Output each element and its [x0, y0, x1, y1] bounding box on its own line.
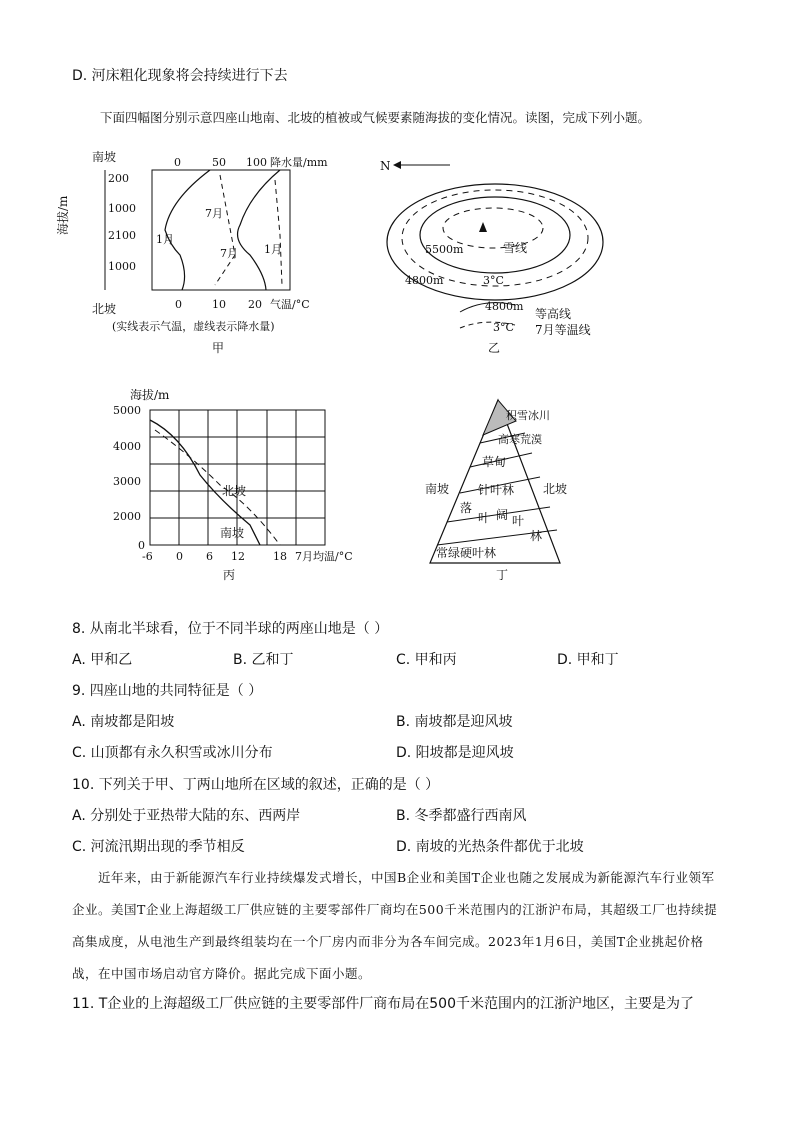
- ding-zone-9: 常绿硬叶林: [436, 546, 497, 560]
- jia-curve-jul-temp: [238, 170, 280, 290]
- jia-curve-jul-precip: [215, 175, 235, 285]
- jia-label-jan-a: 1月: [156, 233, 174, 246]
- jia-label-jul-b: 7月: [220, 247, 238, 260]
- jia-alt-0: 200: [108, 172, 129, 185]
- bing-north-curve: [155, 430, 280, 545]
- bing-south: 南坡: [220, 526, 245, 540]
- jia-alt-3: 1000: [108, 260, 136, 273]
- ding-zone-5: 叶: [478, 511, 491, 525]
- bing-ytick-4: 0: [138, 539, 145, 552]
- jia-top-unit: 降水量/mm: [270, 156, 328, 169]
- jia-label-jul-a: 7月: [205, 207, 223, 220]
- q10-stem: 10. 下列关于甲、丁两山地所在区域的叙述，正确的是（ ）: [72, 777, 440, 793]
- bing-xtick-1: 0: [176, 550, 183, 563]
- jia-alt-1: 1000: [108, 202, 136, 215]
- jia-frame: [152, 170, 290, 290]
- figure-yi: [375, 150, 625, 360]
- bing-ytick-3: 2000: [113, 510, 141, 523]
- q10-opt-b: B. 冬季都盛行西南风: [396, 808, 527, 824]
- q8-opt-d: D. 甲和丁: [557, 652, 619, 668]
- yi-snowline-label: 雪线: [503, 241, 528, 255]
- jia-alt-2: 2100: [108, 229, 136, 242]
- q11-stem: 11. T企业的上海超级工厂供应链的主要零部件厂商布局在500千米范围内的江浙沪地区，主要是为了: [72, 996, 694, 1012]
- jia-top-tick-1: 50: [212, 156, 226, 169]
- passage: 近年来，由于新能源汽车行业持续爆发式增长，中国B企业和美国T企业也随之发展成为新能源汽车行业领军企业。美国T企业上海超级工厂供应链的主要零部件厂商均在500千米范围内的江浙沪布局，其超级工厂也持续提高集成度，从电池生产到最终组装均在一个厂房内而非分为各车间完成。2023年1月6日，美国T企业挑起价格战，在中国市场启动官方降价。据此完成下面小题。: [72, 870, 718, 981]
- ding-south: 南坡: [425, 482, 450, 496]
- q9-opt-c: C. 山顶都有永久积雪或冰川分布: [72, 745, 273, 761]
- bing-xtick-3: 12: [231, 550, 245, 563]
- jia-y-label: 海拔/m: [56, 195, 70, 235]
- bing-xtick-4: 18: [273, 550, 287, 563]
- jia-caption: 甲: [212, 341, 225, 355]
- bing-grid: [150, 410, 325, 545]
- yi-north: N: [380, 159, 391, 173]
- jia-bot-tick-1: 10: [212, 298, 226, 311]
- ding-zone-4: 落: [460, 501, 473, 515]
- ding-caption: 丁: [496, 568, 509, 582]
- bing-xtick-0: -6: [142, 550, 153, 563]
- ding-zone-1: 高寒荒漠: [498, 433, 542, 446]
- option-d-prev: D. 河床粗化现象将会持续进行下去: [72, 68, 288, 84]
- bing-xunit: 7月均温/°C: [295, 550, 353, 563]
- yi-legend-c: 等高线: [535, 307, 572, 321]
- bing-ytick-2: 3000: [113, 475, 141, 488]
- bing-caption: 丙: [223, 568, 236, 582]
- jia-south-label: 南坡: [92, 150, 117, 164]
- bing-ytick-0: 5000: [113, 404, 141, 417]
- yi-caption: 乙: [488, 341, 501, 355]
- bing-y-label: 海拔/m: [130, 388, 170, 402]
- jia-curve-jan-precip: [275, 180, 282, 285]
- yi-c1: 5500m: [425, 243, 464, 256]
- yi-isotherm: [402, 190, 588, 286]
- jia-label-jan-b: 1月: [264, 243, 282, 256]
- jia-note: (实线表示气温，虚线表示降水量): [112, 320, 275, 333]
- jia-bot-unit: 气温/°C: [270, 298, 310, 311]
- ding-zone-8: 林: [530, 529, 543, 543]
- jia-top-tick-2: 100: [246, 156, 267, 169]
- q9-opt-b: B. 南坡都是迎风坡: [396, 714, 513, 730]
- figure-bing: [110, 385, 370, 585]
- q9-stem: 9. 四座山地的共同特征是（ ）: [72, 683, 263, 699]
- ding-zone-0: 积雪冰川: [506, 409, 550, 422]
- q9-opt-d: D. 阳坡都是迎风坡: [396, 745, 514, 761]
- q8-opt-a: A. 甲和乙: [72, 652, 133, 668]
- jia-north-label: 北坡: [92, 302, 117, 316]
- jia-curve-jan-temp: [165, 170, 210, 290]
- ding-zone-7: 叶: [512, 514, 525, 528]
- yi-legend-i-val: 3°C: [493, 321, 514, 334]
- yi-c2: 4800m: [405, 274, 444, 287]
- q8-opt-b: B. 乙和丁: [233, 652, 294, 668]
- ding-zone-3: 针叶林: [478, 483, 515, 497]
- bing-ytick-1: 4000: [113, 440, 141, 453]
- ding-north: 北坡: [543, 482, 568, 496]
- figure-jia: [56, 145, 360, 360]
- yi-legend-i: 7月等温线: [535, 323, 591, 337]
- q10-opt-a: A. 分别处于亚热带大陆的东、西两岸: [72, 808, 301, 824]
- ding-zone-6: 阔: [496, 508, 509, 522]
- jia-top-tick-0: 0: [174, 156, 181, 169]
- ding-zone-2: 草甸: [482, 455, 507, 469]
- peak-icon: [479, 222, 487, 232]
- q8-opt-c: C. 甲和丙: [396, 652, 457, 668]
- jia-bot-tick-0: 0: [175, 298, 182, 311]
- q8-stem: 8. 从南北半球看，位于不同半球的两座山地是（ ）: [72, 621, 389, 637]
- figure-ding: [420, 395, 580, 585]
- jia-bot-tick-2: 20: [248, 298, 262, 311]
- yi-contour-inner: [420, 197, 570, 273]
- yi-snowline: [443, 208, 543, 248]
- intro-text: 下面四幅图分别示意四座山地南、北坡的植被或气候要素随海拔的变化情况。读图，完成下列小题。: [100, 110, 651, 125]
- yi-t1: 3°C: [483, 274, 504, 287]
- bing-north: 北坡: [222, 484, 247, 498]
- q10-opt-d: D. 南坡的光热条件都优于北坡: [396, 839, 584, 855]
- yi-legend-c-val: 4800m: [485, 300, 524, 313]
- q9-opt-a: A. 南坡都是阳坡: [72, 714, 175, 730]
- bing-xtick-2: 6: [206, 550, 213, 563]
- q10-opt-c: C. 河流汛期出现的季节相反: [72, 839, 245, 855]
